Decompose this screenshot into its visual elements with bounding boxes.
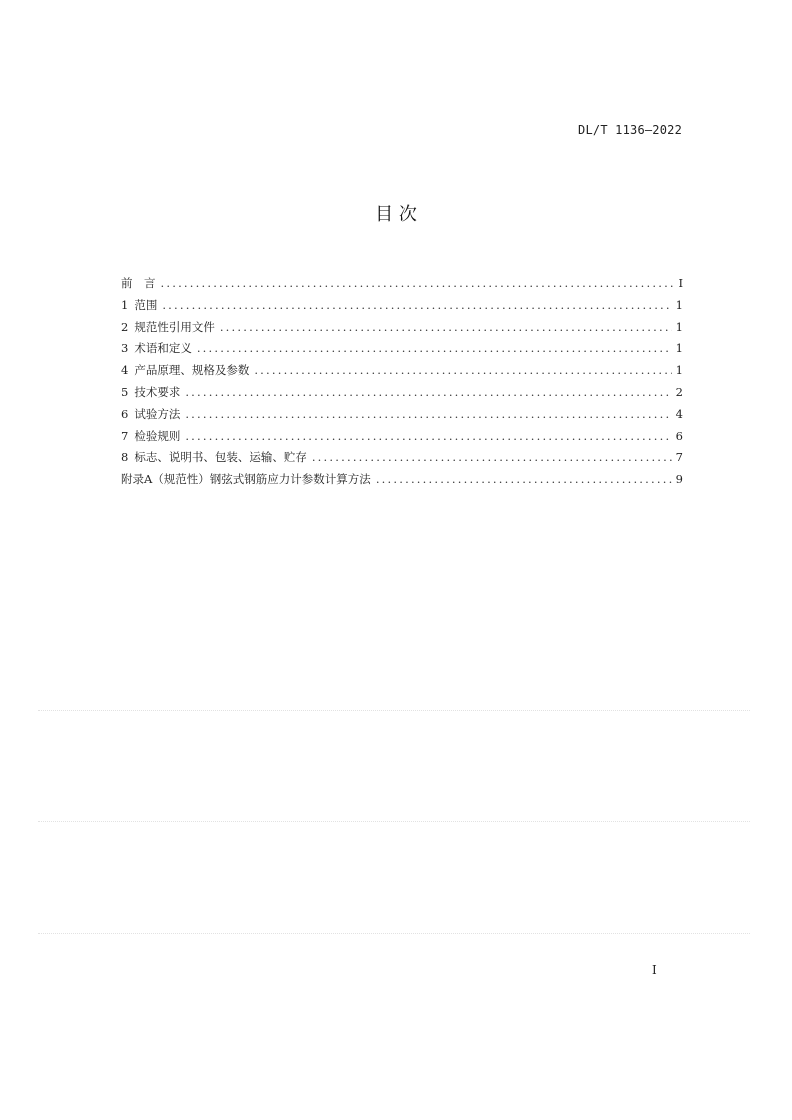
standard-code: DL/T 1136—2022: [578, 123, 682, 137]
toc-entry-page: 2: [675, 384, 683, 399]
toc-entry[interactable]: [121, 317, 683, 339]
toc-entry[interactable]: [121, 273, 683, 295]
table-of-contents: [121, 273, 683, 491]
divider-line: [38, 821, 750, 822]
toc-entry-number: 4: [121, 363, 129, 378]
toc-entry-page: 1: [675, 297, 683, 312]
toc-entry-label: 技术要求: [134, 384, 181, 399]
toc-entry-page: 1: [675, 363, 683, 378]
toc-entry[interactable]: [121, 404, 683, 426]
toc-entry-label: 产品原理、规格及参数: [134, 363, 250, 378]
toc-entry-label: 前 言: [121, 276, 156, 290]
toc-entry-label: 试验方法: [134, 406, 181, 421]
toc-entry-page: I: [678, 276, 683, 290]
toc-entry-number: 7: [121, 428, 129, 443]
toc-entry[interactable]: [121, 295, 683, 317]
toc-entry[interactable]: [121, 382, 683, 404]
toc-entry-page: 9: [675, 472, 683, 487]
toc-entry-page: 1: [675, 319, 683, 334]
toc-leader-dots: [254, 360, 671, 382]
page-title: 目 次: [375, 204, 417, 225]
toc-entry-label: 附录A（规范性）钢弦式钢筋应力计参数计算方法: [121, 472, 371, 487]
toc-entry-number: 3: [121, 341, 129, 356]
toc-entry-number: 5: [121, 384, 129, 399]
toc-entry-label: 标志、说明书、包装、运输、贮存: [134, 450, 307, 465]
divider-line: [38, 933, 750, 934]
toc-entry-page: 7: [675, 450, 683, 465]
toc-entry-number: 6: [121, 406, 129, 421]
toc-leader-dots: [197, 338, 672, 360]
toc-entry-label: 规范性引用文件: [134, 319, 215, 334]
toc-entry-number: 8: [121, 450, 129, 465]
toc-entry[interactable]: [121, 447, 683, 469]
toc-entry-page: 4: [675, 406, 683, 421]
toc-entry[interactable]: [121, 360, 683, 382]
toc-leader-dots: [161, 273, 674, 295]
toc-entry-number: 2: [121, 319, 129, 334]
page-number: I: [652, 963, 657, 977]
toc-entry-label: 范围: [134, 297, 158, 312]
toc-entry[interactable]: [121, 426, 683, 448]
toc-entry[interactable]: [121, 338, 683, 360]
toc-leader-dots: [185, 382, 671, 404]
toc-leader-dots: [185, 426, 671, 448]
toc-leader-dots: [185, 404, 671, 426]
toc-leader-dots: [376, 469, 672, 491]
toc-entry-number: 1: [121, 297, 129, 312]
toc-entry-label: 术语和定义: [134, 341, 192, 356]
toc-leader-dots: [220, 317, 672, 339]
toc-entry-page: 1: [675, 341, 683, 356]
toc-leader-dots: [312, 447, 672, 469]
toc-entry[interactable]: [121, 469, 683, 491]
toc-entry-page: 6: [675, 428, 683, 443]
toc-entry-label: 检验规则: [134, 428, 181, 443]
divider-line: [38, 710, 750, 711]
toc-leader-dots: [162, 295, 671, 317]
